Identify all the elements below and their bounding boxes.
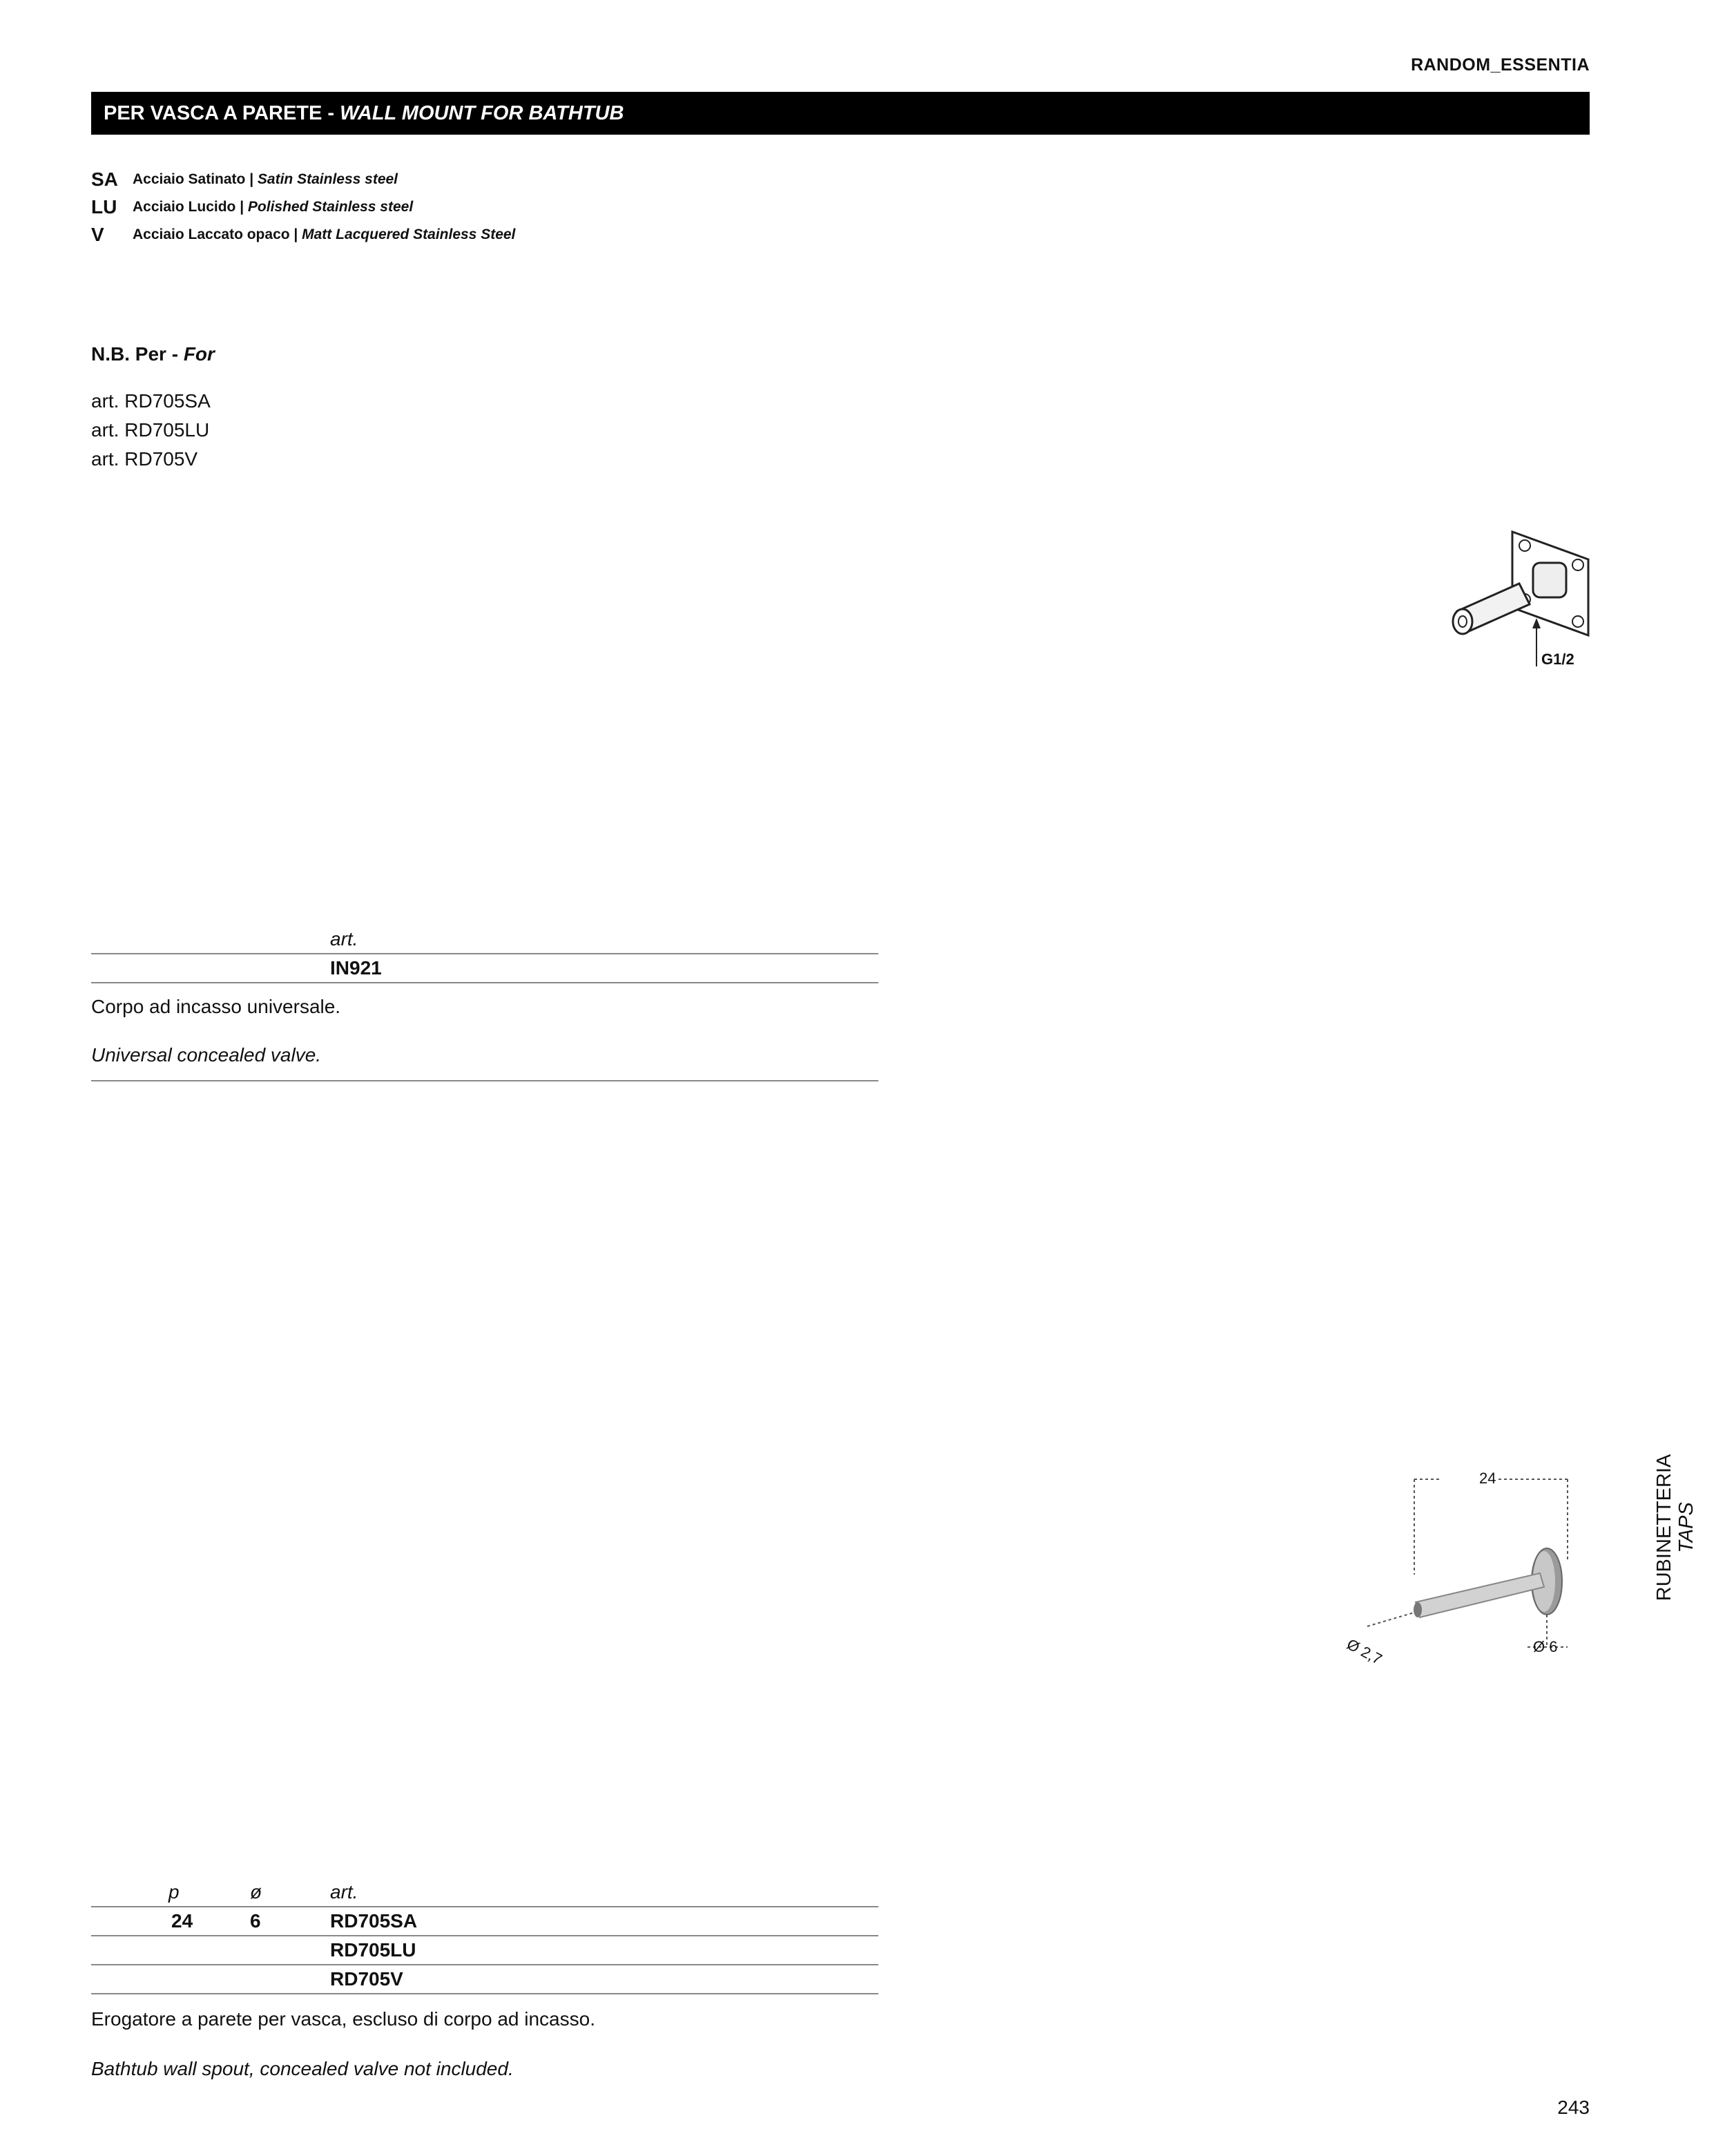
dimension-tip-label: Ø 2,7: [1344, 1635, 1385, 1668]
finish-desc-en: Polished Stainless steel: [247, 199, 414, 215]
table-divider: [91, 1906, 878, 1907]
table-header-art: art.: [330, 1881, 358, 1903]
finish-desc-en: Matt Lacquered Stainless Steel: [302, 227, 516, 242]
sidebar-category: [1648, 1445, 1703, 1610]
table-divider: [91, 1993, 878, 1994]
finish-item: [91, 196, 413, 218]
dimension-length-label: 24: [1479, 1470, 1496, 1487]
spout-outlet: [1414, 1602, 1422, 1617]
table-divider: [91, 1080, 878, 1081]
product-description-it: Corpo ad incasso universale.: [91, 996, 341, 1017]
product-code: RD705SA: [330, 1910, 418, 1932]
finish-desc-en: Satin Stainless steel: [257, 171, 398, 187]
dimension-leader: [1367, 1613, 1414, 1626]
table-divider: [91, 953, 878, 954]
note-item: art. RD705V: [91, 448, 198, 470]
note-label-en: For: [183, 343, 215, 365]
note-item: art. RD705LU: [91, 419, 210, 441]
page-number: 243: [1557, 2097, 1590, 2118]
section-title-bar: [91, 92, 1590, 135]
product-description-en: Bathtub wall spout, concealed valve not included.: [91, 2058, 514, 2079]
valve-body: [1533, 563, 1566, 597]
finish-desc-it: Acciaio Satinato |: [133, 171, 258, 187]
table-header-diameter: ø: [250, 1881, 262, 1903]
thread-label: G1/2: [1541, 651, 1574, 668]
note-list: [91, 387, 211, 474]
sidebar-category-en: TAPS: [1675, 1502, 1697, 1553]
thread-arrow-head: [1532, 618, 1541, 628]
table-header-p: p: [168, 1881, 180, 1903]
product-code: RD705LU: [330, 1939, 416, 1961]
product-code: RD705V: [330, 1968, 403, 1990]
note-item: art. RD705SA: [91, 390, 211, 412]
product-description-it: Erogatore a parete per vasca, escluso di corpo ad incasso.: [91, 2008, 595, 2030]
table-header-art: art.: [330, 928, 358, 950]
sidebar-category-it: RUBINETTERIA: [1653, 1454, 1675, 1601]
product1-table: [91, 925, 878, 1091]
brand-label: RANDOM_ESSENTIA: [1411, 55, 1590, 75]
section-title-en: WALL MOUNT FOR BATHTUB: [340, 102, 624, 124]
finish-desc-it: Acciaio Lucido |: [133, 199, 248, 215]
product-description-en: Universal concealed valve.: [91, 1044, 322, 1066]
finish-code: V: [91, 224, 104, 245]
row-diameter-value: 6: [250, 1910, 261, 1932]
product2-table: [91, 1878, 878, 2099]
table-divider: [91, 1964, 878, 1965]
dimension-plate-label: Ø 6: [1533, 1638, 1558, 1655]
finish-code: SA: [91, 169, 118, 190]
table-divider: [91, 982, 878, 983]
note-label: [91, 343, 215, 365]
product-code: IN921: [330, 957, 382, 979]
finish-desc-it: Acciaio Laccato opaco |: [133, 227, 302, 242]
finish-item: [91, 224, 515, 246]
concealed-valve-drawing: [1436, 525, 1602, 677]
finish-code: LU: [91, 196, 117, 218]
row-p-value: 24: [171, 1910, 193, 1932]
spout-pipe: [1416, 1573, 1544, 1617]
note-label-it: N.B. Per -: [91, 343, 184, 365]
section-title-it: PER VASCA A PARETE -: [104, 102, 340, 124]
valve-stem-core: [1458, 616, 1467, 627]
table-divider: [91, 1935, 878, 1936]
finish-item: [91, 169, 398, 191]
